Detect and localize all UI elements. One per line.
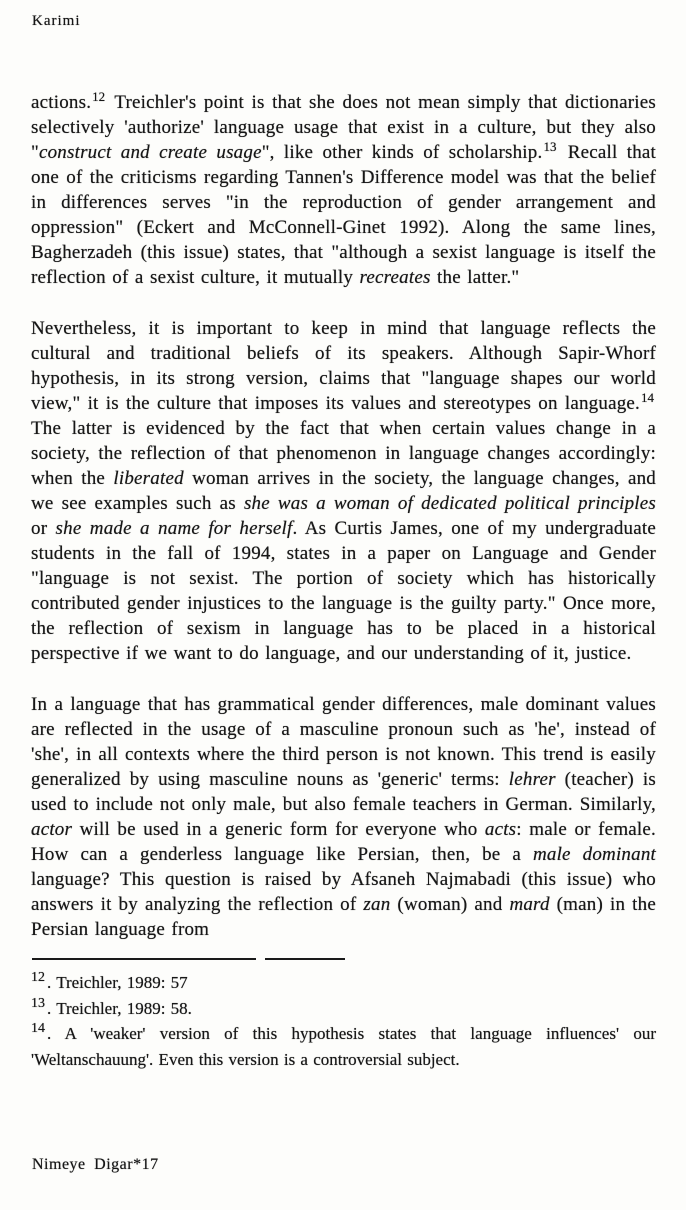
page-body: [31, 90, 656, 1072]
text-run: actions.: [31, 92, 92, 113]
italic-text: zan: [363, 894, 391, 915]
footnote-ref: 13: [543, 138, 557, 154]
italic-text: male dominant: [532, 844, 657, 865]
footnote-item: [31, 996, 656, 1022]
italic-text: liberated: [113, 468, 184, 489]
footnote-item: [31, 970, 656, 996]
paragraph: [31, 692, 656, 942]
italic-text: she made a name for herself: [55, 518, 293, 539]
text-run: will be used in a generic form for everyone who: [72, 819, 485, 840]
text-run: or: [31, 518, 56, 539]
text-run: . As Curtis James, one of my undergraduate students in the fall of 1994, states in a paper on Language and Gender "language is not sexist. The portion of society which has historically contributed gender injustices to the language is the guilty party." Once more, the reflection of sexism in language has to be placed in a historical perspective if we want to do language, and our understanding of it, justice.: [31, 518, 656, 664]
footnote-rule-segment: [32, 958, 256, 960]
text-run: ", like other kinds of scholarship.: [261, 142, 543, 163]
paragraph: [31, 316, 656, 666]
body-paragraphs: [31, 90, 656, 942]
text-run: The latter is evidenced by the fact that when certain values change in a society, the reflection of that phenomenon in language changes accordingly: when the: [31, 418, 656, 489]
footnote-number: 13: [31, 995, 45, 1011]
footnote-item: [31, 1021, 656, 1072]
footnote-separator-rule: [32, 958, 656, 960]
text-run: the latter.": [430, 267, 520, 288]
italic-text: lehrer: [508, 769, 556, 790]
footnote-number: 12: [31, 970, 45, 986]
italic-text: recreates: [359, 267, 431, 288]
text-run: In a language that has grammatical gender differences, male dominant values are reflected in the usage of a masculine pronoun such as 'he', instead of 'she', in all contexts where the third person is not known. This trend is easily generalized by using masculine nouns as 'generic' terms:: [31, 694, 656, 790]
text-run: . Treichler, 1989: 57: [47, 973, 188, 992]
footnote-rule-segment: [265, 958, 345, 960]
text-run: . A 'weaker' version of this hypothesis states that language influences' our 'Weltanschauung'. Even this version is a controversial subject.: [31, 1024, 656, 1069]
paragraph: [31, 90, 656, 290]
text-run: . Treichler, 1989: 58.: [47, 998, 192, 1018]
text-run: Treichler's point is that she does not mean simply that dictionaries selectively 'authorize' language usage that exist in a culture, but they also ": [31, 92, 656, 163]
italic-text: acts: [484, 819, 517, 840]
text-run: woman arrives in the society, the language changes, and we see examples such as: [31, 468, 656, 514]
text-run: (teacher) is used to include not only male, but also female teachers in German. Similarly,: [31, 769, 657, 815]
text-run: language? This question is raised by Afsaneh Najmabadi (this issue) who answers it by analyzing the reflection of: [31, 869, 656, 915]
footnote-ref: 12: [92, 88, 106, 104]
text-run: (woman) and: [390, 894, 510, 915]
text-run: : male or female. How can a genderless language like Persian, then, be a: [31, 819, 656, 865]
text-run: Nevertheless, it is important to keep in mind that language reflects the cultural and traditional beliefs of its speakers. Although Sapir-Whorf hypothesis, in its strong version, claims that "language shapes our world view," it is the culture that imposes its values and stereotypes on language.: [31, 318, 656, 414]
italic-text: mard: [509, 894, 550, 915]
footnote-number: 14: [31, 1021, 45, 1037]
italic-text: she was a woman of dedicated political principles: [243, 493, 657, 514]
text-run: (man) in the Persian language from: [31, 894, 656, 940]
italic-text: actor: [31, 819, 73, 840]
running-footer-journal: Nimeye Digar*17: [32, 1156, 159, 1173]
footnote-ref: 14: [641, 389, 654, 405]
running-header-author: Karimi: [32, 13, 81, 29]
text-run: Recall that one of the criticisms regarding Tannen's Difference model was that the belief in differences serves "in the reproduction of gender arrangement and oppression" (Eckert and McConnell-Ginet 1992). Along the same lines, Bagherzadeh (this issue) states, that "although a sexist language is itself the reflection of a sexist culture, it mutually: [31, 142, 657, 288]
footnote-list: [31, 970, 656, 1072]
italic-text: construct and create usage: [38, 142, 262, 163]
footnotes-section: [31, 958, 656, 1072]
